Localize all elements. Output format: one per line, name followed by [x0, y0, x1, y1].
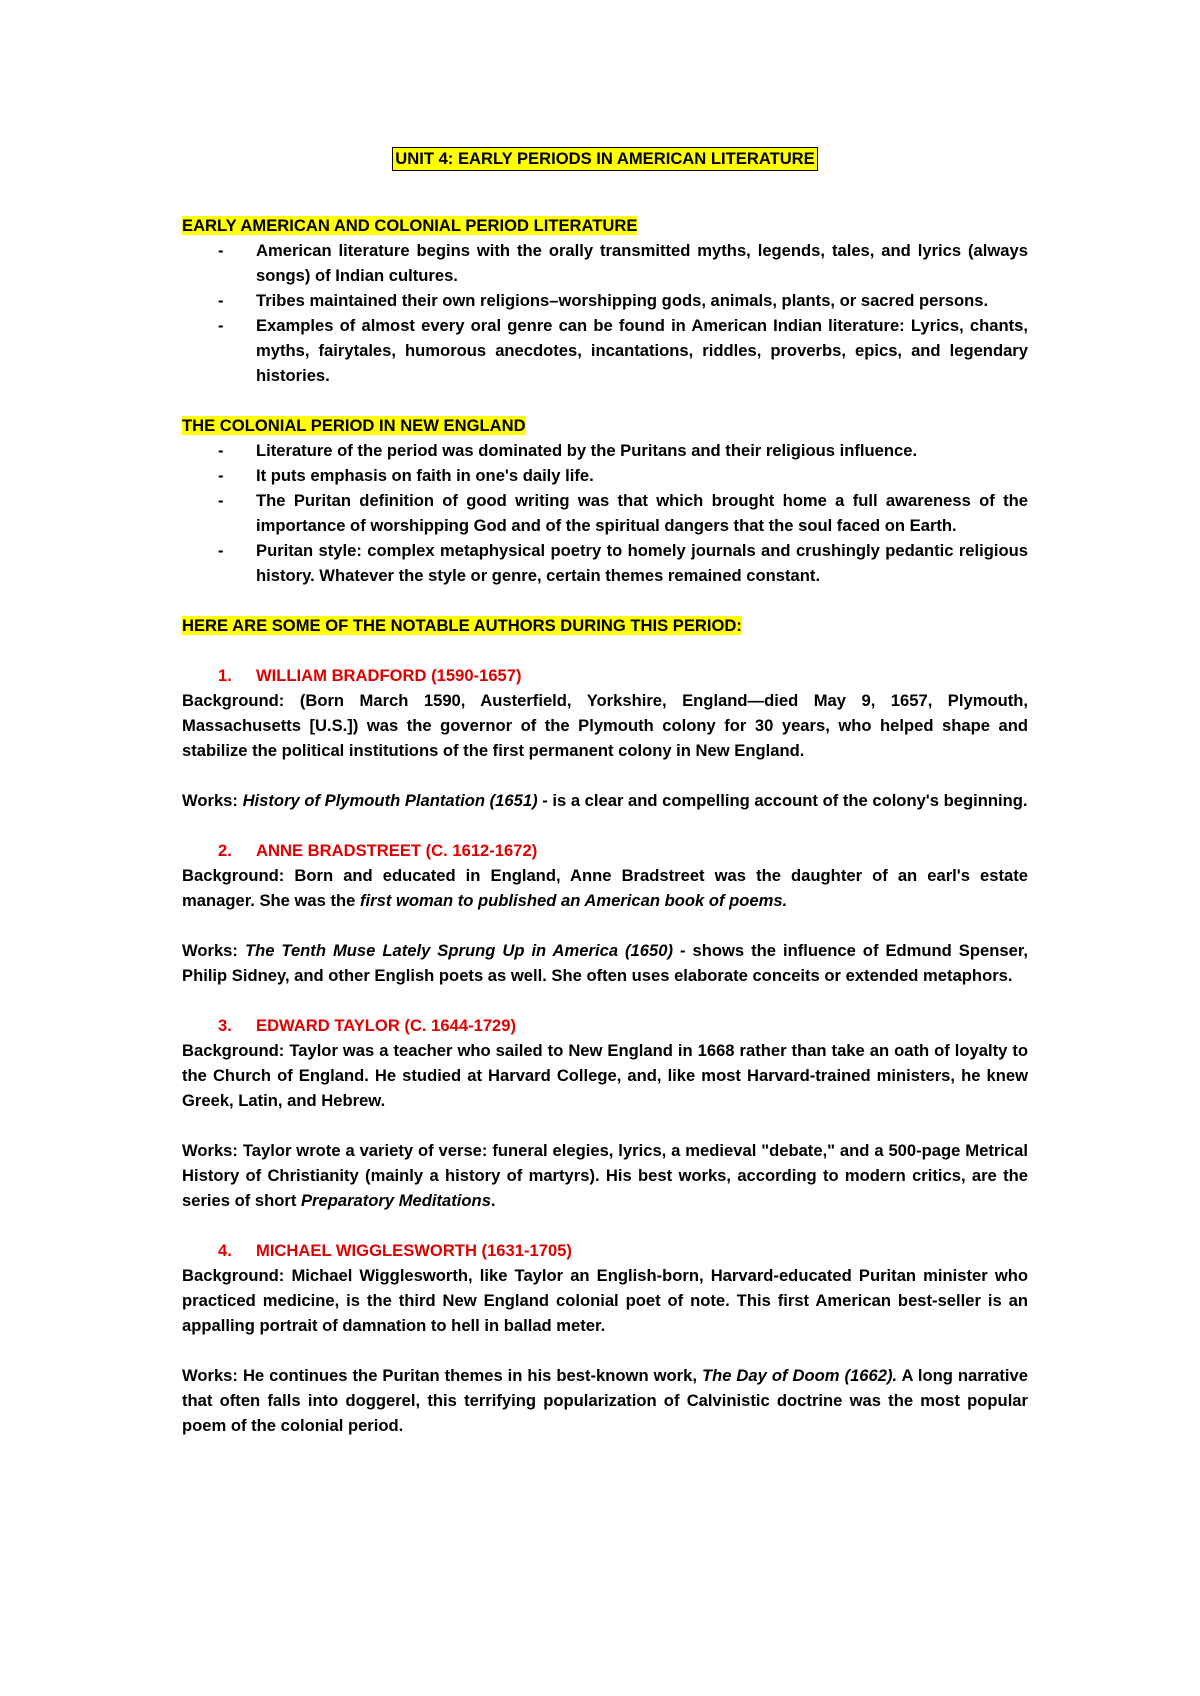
author-entry: [182, 663, 1028, 813]
list-item: - American literature begins with the orally transmitted myths, legends, tales, and lyrics (always songs) of Indian cultures.: [182, 238, 1028, 288]
bullet-list: [182, 438, 1028, 588]
bullet-list: [182, 238, 1028, 388]
author-entry: [182, 838, 1028, 988]
author-entry: [182, 1013, 1028, 1213]
author-works: Works: Taylor wrote a variety of verse: funeral elegies, lyrics, a medieval "debate," and a 500-page Metrical History of Christianity (mainly a history of martyrs). His best works, according to modern critics, are the series of short Preparatory Meditations.: [182, 1141, 1028, 1210]
list-item: - Examples of almost every oral genre can be found in American Indian literature: Lyrics, chants, myths, fairytales, humorous anecdotes, incantations, riddles, proverbs, epics, and legendary histories.: [182, 313, 1028, 388]
author-works: Works: The Tenth Muse Lately Sprung Up in America (1650) - shows the influence of Edmund Spenser, Philip Sidney, and other English poets as well. She often uses elaborate conceits or extended metaphors.: [182, 941, 1028, 985]
author-works: Works: He continues the Puritan themes in his best-known work, The Day of Doom (1662). A long narrative that often falls into doggerel, this terrifying popularization of Calvinistic doctrine was the most popular poem of the colonial period.: [182, 1366, 1028, 1435]
author-name: 2. ANNE BRADSTREET (C. 1612-1672): [218, 841, 538, 860]
section-heading: THE COLONIAL PERIOD IN NEW ENGLAND: [182, 416, 526, 435]
author-entry: [182, 1238, 1028, 1438]
author-background: Background: Taylor was a teacher who sailed to New England in 1668 rather than take an oath of loyalty to the Church of England. He studied at Harvard College, and, like most Harvard-trained ministers, he knew Greek, Latin, and Hebrew.: [182, 1041, 1028, 1110]
author-background: Background: Born and educated in England, Anne Bradstreet was the daughter of an earl's estate manager. She was the first woman to published an American book of poems.: [182, 866, 1028, 910]
author-works: Works: History of Plymouth Plantation (1651) - is a clear and compelling account of the colony's beginning.: [182, 791, 1028, 810]
list-item: - Literature of the period was dominated by the Puritans and their religious influence.: [182, 438, 1028, 463]
author-name: 3. EDWARD TAYLOR (C. 1644-1729): [218, 1016, 517, 1035]
title-wrap: [182, 146, 1028, 171]
list-item: - It puts emphasis on faith in one's daily life.: [182, 463, 1028, 488]
section-early-american: [182, 213, 1028, 388]
section-colonial-new-england: [182, 413, 1028, 588]
author-background: Background: Michael Wigglesworth, like Taylor an English-born, Harvard-educated Puritan minister who practiced medicine, is the third New England colonial poet of note. This first American best-seller is an appalling portrait of damnation to hell in ballad meter.: [182, 1266, 1028, 1335]
list-item: - The Puritan definition of good writing was that which brought home a full awareness of the importance of worshipping God and of the spiritual dangers that the soul faced on Earth.: [182, 488, 1028, 538]
notable-authors-heading: HERE ARE SOME OF THE NOTABLE AUTHORS DURING THIS PERIOD:: [182, 616, 742, 635]
author-background: Background: (Born March 1590, Austerfield, Yorkshire, England—died May 9, 1657, Plymouth, Massachusetts [U.S.]) was the governor of the Plymouth colony for 30 years, who helped shape and stabilize the political institutions of the first permanent colony in New England.: [182, 691, 1028, 760]
list-item: - Puritan style: complex metaphysical poetry to homely journals and crushingly pedantic religious history. Whatever the style or genre, certain themes remained constant.: [182, 538, 1028, 588]
author-name: 1. WILLIAM BRADFORD (1590-1657): [218, 666, 522, 685]
author-name: 4. MICHAEL WIGGLESWORTH (1631-1705): [218, 1241, 572, 1260]
list-item: - Tribes maintained their own religions–worshipping gods, animals, plants, or sacred persons.: [182, 288, 1028, 313]
document-title: UNIT 4: EARLY PERIODS IN AMERICAN LITERATURE: [392, 147, 818, 171]
section-heading: EARLY AMERICAN AND COLONIAL PERIOD LITERATURE: [182, 216, 638, 235]
